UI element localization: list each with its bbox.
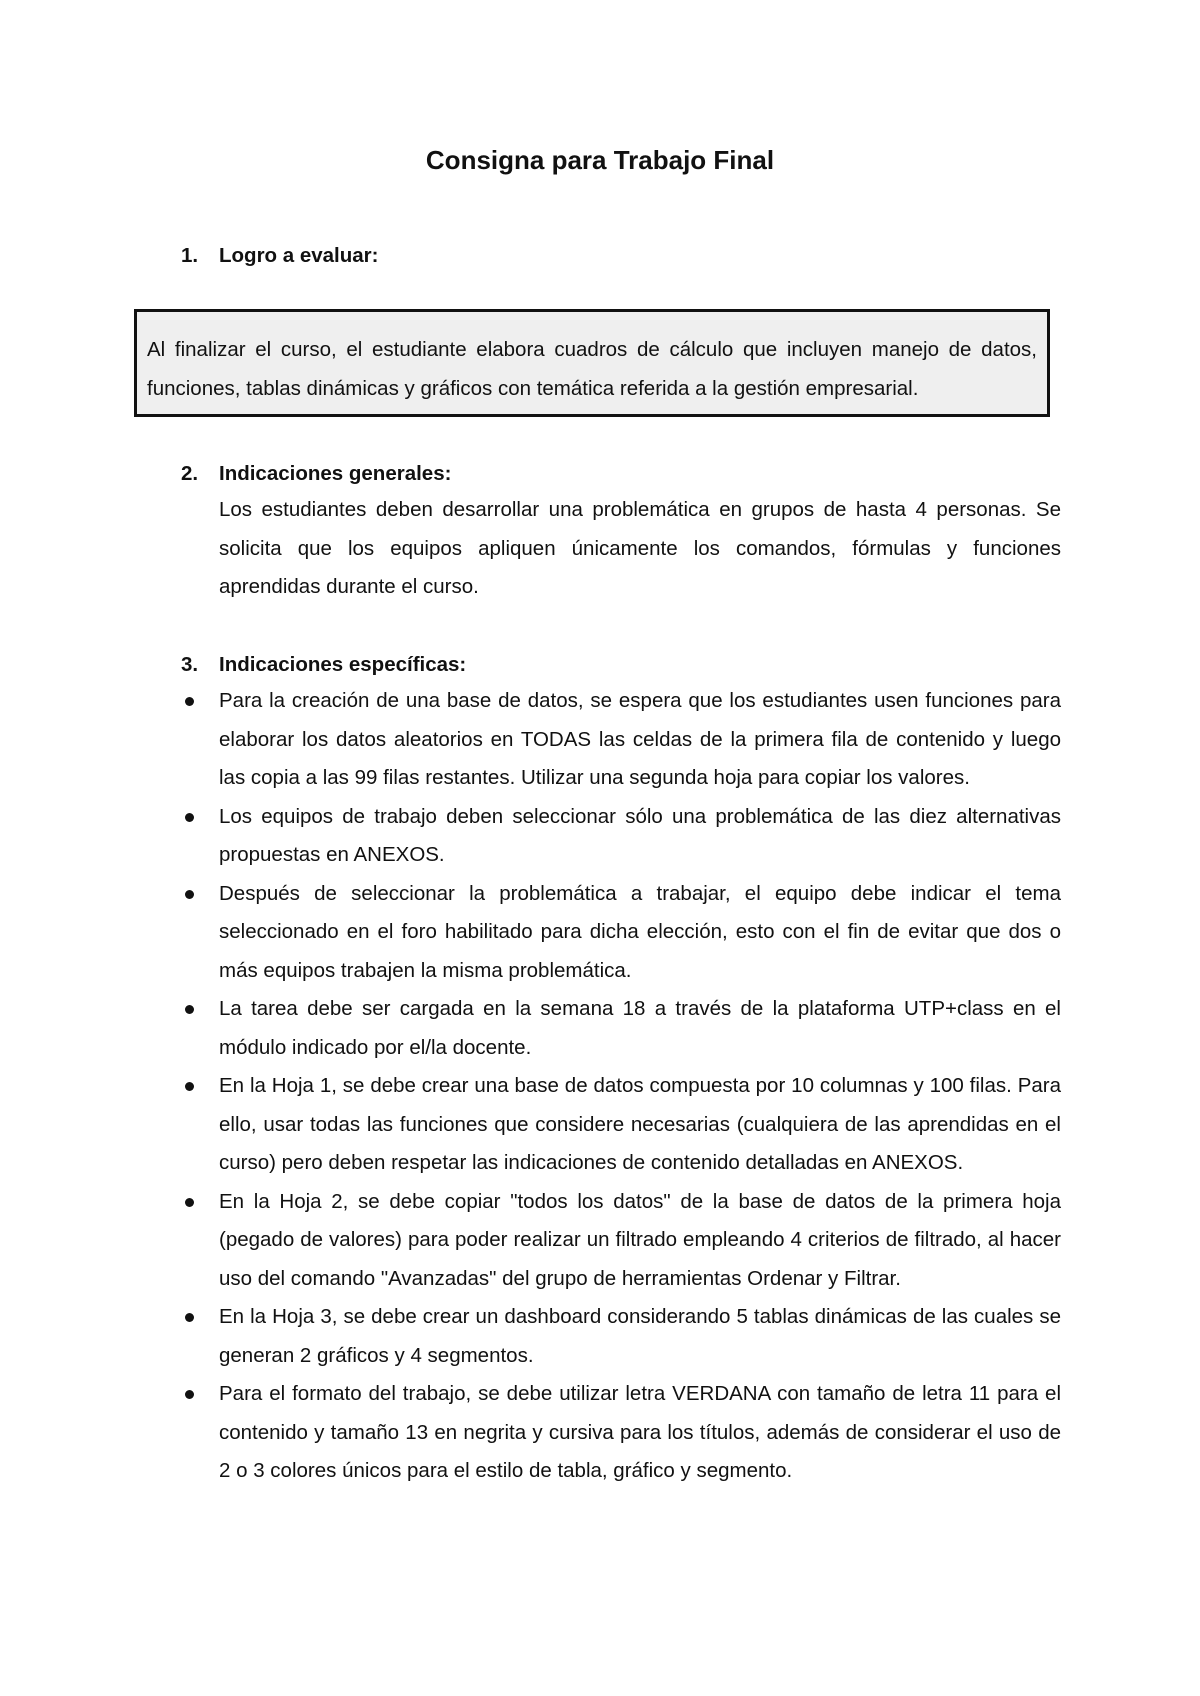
list-item-text: La tarea debe ser cargada en la semana 18 a través de la plataforma UTP+class en el módulo indicado por el/la docente.: [219, 997, 1061, 1059]
list-item-text: Para la creación de una base de datos, se espera que los estudiantes usen funciones para elaborar los datos aleatorios en TODAS las celdas de la primera fila de contenido y luego las copia a las 99 filas restantes. Utilizar una segunda hoja para copiar los valores.: [219, 689, 1061, 789]
section-number: 1.: [181, 244, 199, 267]
list-item-text: En la Hoja 3, se debe crear un dashboard considerando 5 tablas dinámicas de las cuales se generan 2 gráficos y 4 segmentos.: [219, 1305, 1061, 1367]
section-heading-text: Logro a evaluar:: [219, 244, 379, 267]
general-indications-text: Los estudiantes deben desarrollar una problemática en grupos de hasta 4 personas. Se solicita que los equipos apliquen únicamente los comandos, fórmulas y funciones aprendidas durante el curso.: [219, 498, 1061, 598]
bullet-icon: [185, 1082, 194, 1091]
list-item: [0, 875, 1061, 991]
goal-box: [134, 309, 1050, 417]
section-number: 2.: [181, 462, 199, 485]
document-title: Consigna para Trabajo Final: [425, 145, 775, 175]
list-item: [0, 1298, 1061, 1375]
list-item-text: Para el formato del trabajo, se debe utilizar letra VERDANA con tamaño de letra 11 para el contenido y tamaño 13 en negrita y cursiva para los títulos, además de considerar el uso de 2 o 3 colores únicos para el estilo de tabla, gráfico y segmento.: [219, 1382, 1061, 1482]
section-heading-text: Indicaciones generales:: [219, 462, 452, 485]
section-heading-text: Indicaciones específicas:: [219, 653, 467, 676]
bullet-icon: [185, 697, 194, 706]
bullet-icon: [185, 1005, 194, 1014]
bullet-icon: [185, 1198, 194, 1207]
list-item-text: En la Hoja 2, se debe copiar "todos los datos" de la base de datos de la primera hoja (pegado de valores) para poder realizar un filtrado empleando 4 criterios de filtrado, al hacer uso del comando "Avanzadas" del grupo de herramientas Ordenar y Filtrar.: [219, 1189, 1061, 1290]
bullet-icon: [185, 890, 194, 899]
bullet-icon: [185, 1390, 194, 1399]
list-item: [0, 682, 1061, 798]
specific-indications-list: [0, 682, 1200, 1491]
list-item: [0, 798, 1061, 875]
list-item-text: En la Hoja 1, se debe crear una base de datos compuesta por 10 columnas y 100 filas. Para ello, usar todas las funciones que considere necesarias (cualquiera de las aprendidas en el curso) pero deben respetar las indicaciones de contenido detalladas en ANEXOS.: [219, 1074, 1061, 1174]
section-number: 3.: [181, 653, 199, 676]
goal-text: Al finalizar el curso, el estudiante elabora cuadros de cálculo que incluyen manejo de datos, funciones, tablas dinámicas y gráficos con temática referida a la gestión empresarial.: [147, 338, 1037, 400]
section-heading-specific: [181, 651, 466, 679]
list-item-text: Los equipos de trabajo deben seleccionar sólo una problemática de las diez alternativas propuestas en ANEXOS.: [219, 804, 1061, 866]
list-item: [0, 990, 1061, 1067]
list-item: [0, 1067, 1061, 1183]
list-item: [0, 1183, 1061, 1299]
bullet-icon: [185, 813, 194, 822]
section-heading-logro: [181, 242, 379, 270]
list-item: [0, 1375, 1061, 1491]
section-heading-general: [181, 460, 451, 488]
list-item-text: Después de seleccionar la problemática a trabajar, el equipo debe indicar el tema seleccionado en el foro habilitado para dicha elección, esto con el fin de evitar que dos o más equipos trabajen la misma problemática.: [219, 881, 1061, 982]
bullet-icon: [185, 1313, 194, 1322]
